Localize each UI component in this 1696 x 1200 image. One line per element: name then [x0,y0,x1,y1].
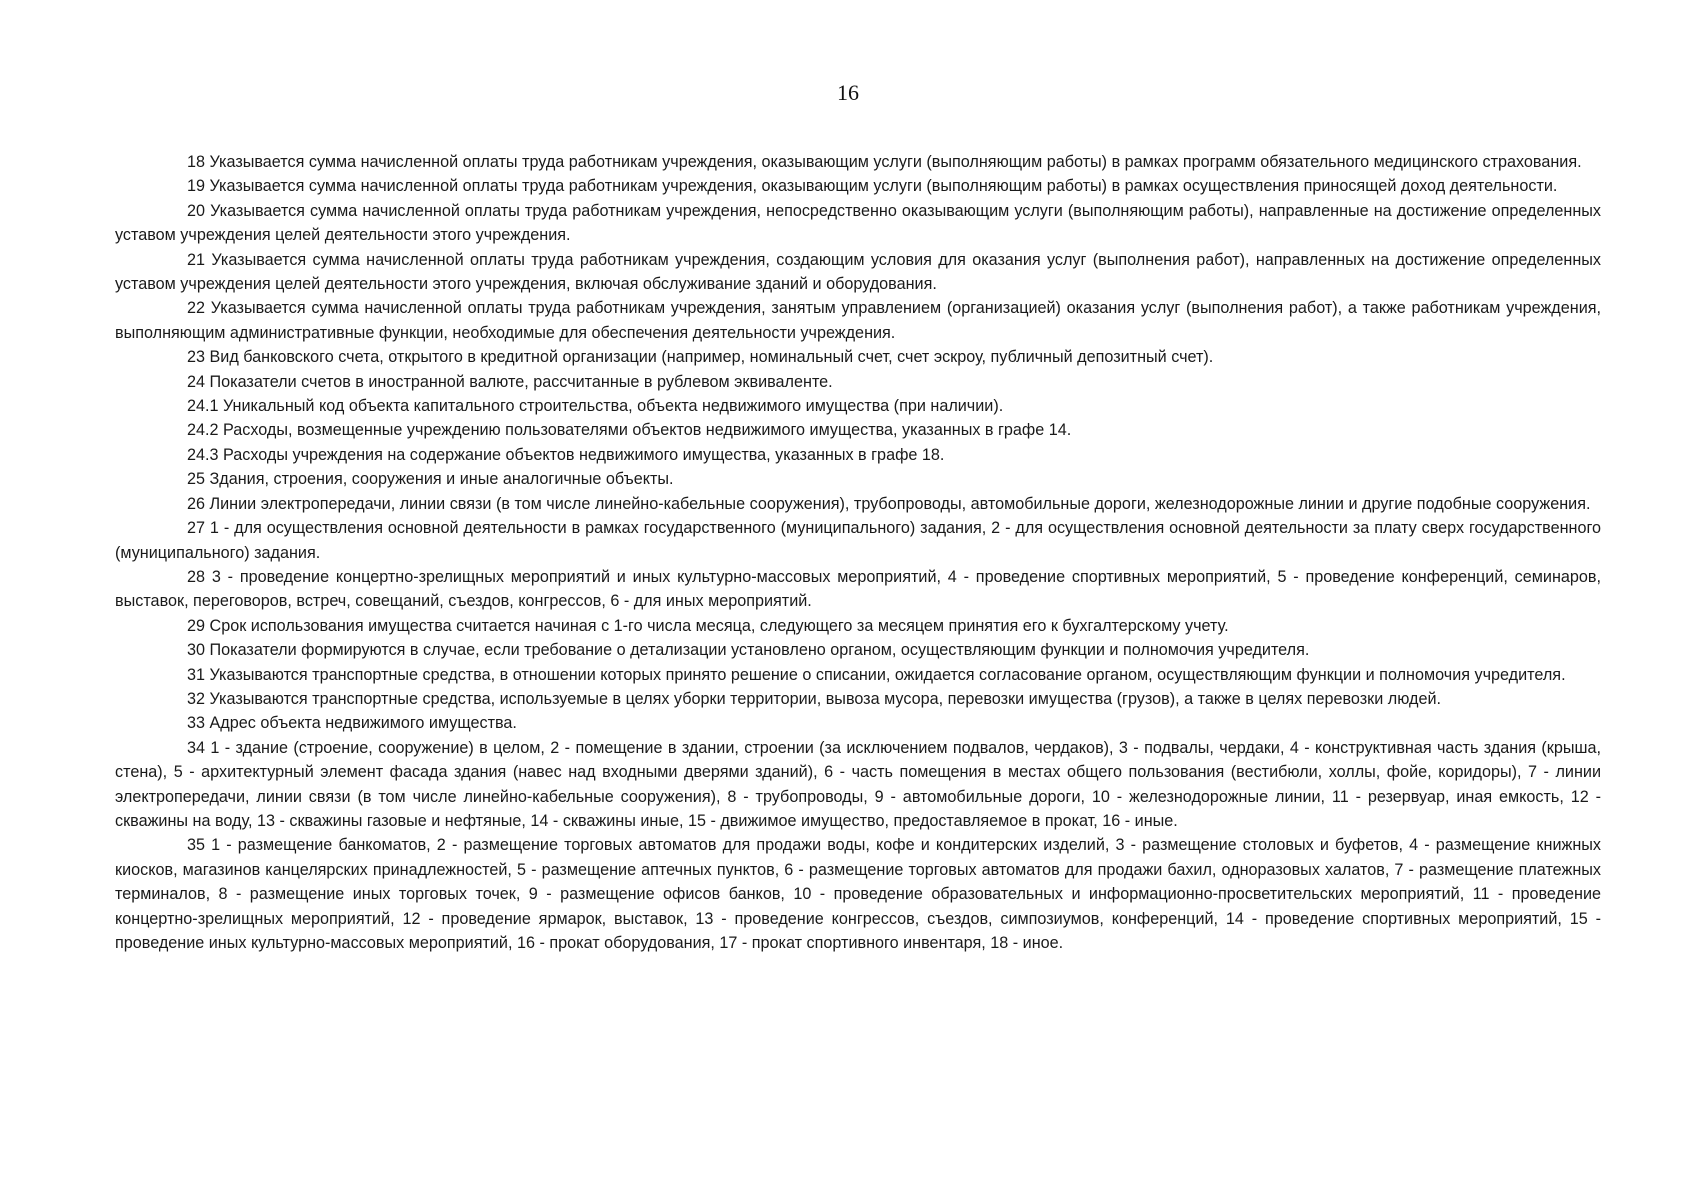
footnote-23: 23 Вид банковского счета, открытого в кредитной организации (например, номинальный счет, счет эскроу, публичный депозитный счет). [187,348,1214,367]
footnote-26: 26 Линии электропередачи, линии связи (в том числе линейно-кабельные сооружения), трубопроводы, автомобильные дороги, железнодорожные линии и другие подобные сооружения. [187,494,1591,513]
footnote-24-3: 24.3 Расходы учреждения на содержание объектов недвижимого имущества, указанных в графе 18. [187,445,945,464]
footnote-19: 19 Указывается сумма начисленной оплаты труда работникам учреждения, оказывающим услуги (выполняющим работы) в рамках осуществления приносящей доход деятельности. [187,177,1558,196]
footnote-34: 34 1 - здание (строение, сооружение) в целом, 2 - помещение в здании, строении (за исключением подвалов, чердаков), 3 - подвалы, чердаки, 4 - конструктивная часть здания (крыша, стена), 5 - архитектурный элемент фасада здания (навес над входными дверями зданий), 6 - часть помещения в местах общего пользования (вестибюли, холлы, фойе, коридоры), 7 - линии электропередачи, линии связи (в том числе линейно-кабельные сооружения), 8 - трубопроводы, 9 - автомобильные дороги, 10 - железнодорожные линии, 11 - резервуар, иная емкость, 12 - скважины на воду, 13 - скважины газовые и нефтяные, 14 - скважины иные, 15 - движимое имущество, предоставляемое в прокат, 16 - иные. [115,738,1601,830]
footnote-31: 31 Указываются транспортные средства, в отношении которых принято решение о списании, ожидается согласование органом, осуществляющим функции и полномочия учредителя. [187,665,1566,684]
footnote-30: 30 Показатели формируются в случае, если требование о детализации установлено органом, осуществляющим функции и полномочия учредителя. [187,641,1310,660]
footnote-24: 24 Показатели счетов в иностранной валюте, рассчитанные в рублевом эквиваленте. [187,372,833,391]
footnote-25: 25 Здания, строения, сооружения и иные аналогичные объекты. [187,470,674,489]
footnote-20: 20 Указывается сумма начисленной оплаты труда работникам учреждения, непосредственно оказывающим услуги (выполняющим работы), направленные на достижение определенных уставом учреждения целей деятельности этого учреждения. [115,201,1601,245]
footnote-24-2: 24.2 Расходы, возмещенные учреждению пользователями объектов недвижимого имущества, указанных в графе 14. [187,421,1072,440]
footnote-29: 29 Срок использования имущества считается начиная с 1-го числа месяца, следующего за месяцем принятия его к бухгалтерскому учету. [187,616,1229,635]
footnote-28: 28 3 - проведение концертно-зрелищных мероприятий и иных культурно-массовых мероприятий, 4 - проведение спортивных мероприятий, 5 - проведение конференций, семинаров, выставок, переговоров, встреч, совещаний, съездов, конгрессов, 6 - для иных мероприятий. [115,567,1601,611]
footnote-24-1: 24.1 Уникальный код объекта капитального строительства, объекта недвижимого имущества (при наличии). [187,397,1004,416]
footnote-32: 32 Указываются транспортные средства, используемые в целях уборки территории, вывоза мусора, перевозки имущества (грузов), а также в целях перевозки людей. [187,689,1441,708]
footnote-22: 22 Указывается сумма начисленной оплаты труда работникам учреждения, занятым управлением (организацией) оказания услуг (выполнения работ), а также работникам учреждения, выполняющим административные функции, необходимые для обеспечения деятельности учреждения. [115,299,1601,342]
footnote-21: 21 Указывается сумма начисленной оплаты труда работникам учреждения, создающим условия для оказания услуг (выполнения работ), направленных на достижение определенных уставом учреждения целей деятельности этого учреждения, включая обслуживание зданий и оборудования. [115,250,1601,294]
footnote-18: 18 Указывается сумма начисленной оплаты труда работникам учреждения, оказывающим услуги (выполняющим работы) в рамках программ обязательного медицинского страхования. [187,153,1582,171]
footnotes-list [115,150,1601,955]
footnote-33: 33 Адрес объекта недвижимого имущества. [187,714,517,733]
footnote-27: 27 1 - для осуществления основной деятельности в рамках государственного (муниципального) задания, 2 - для осуществления основной деятельности за плату сверх государственного (муниципального) задания. [115,519,1601,562]
footnote-35: 35 1 - размещение банкоматов, 2 - размещение торговых автоматов для продажи воды, кофе и кондитерских изделий, 3 - размещение столовых и буфетов, 4 - размещение книжных киосков, магазинов канцелярских принадлежностей, 5 - размещение аптечных пунктов, 6 - размещение торговых автоматов для продажи бахил, одноразовых халатов, 7 - размещение платежных терминалов, 8 - размещение иных торговых точек, 9 - размещение офисов банков, 10 - проведение образовательных и информационно-просветительских мероприятий, 11 - проведение концертно-зрелищных мероприятий, 12 - проведение ярмарок, выставок, 13 - проведение конгрессов, съездов, симпозиумов, конференций, 14 - проведение спортивных мероприятий, 15 - проведение иных культурно-массовых мероприятий, 16 - прокат оборудования, 17 - прокат спортивного инвентаря, 18 - иное. [115,836,1601,952]
page-number: 16 [837,80,859,105]
